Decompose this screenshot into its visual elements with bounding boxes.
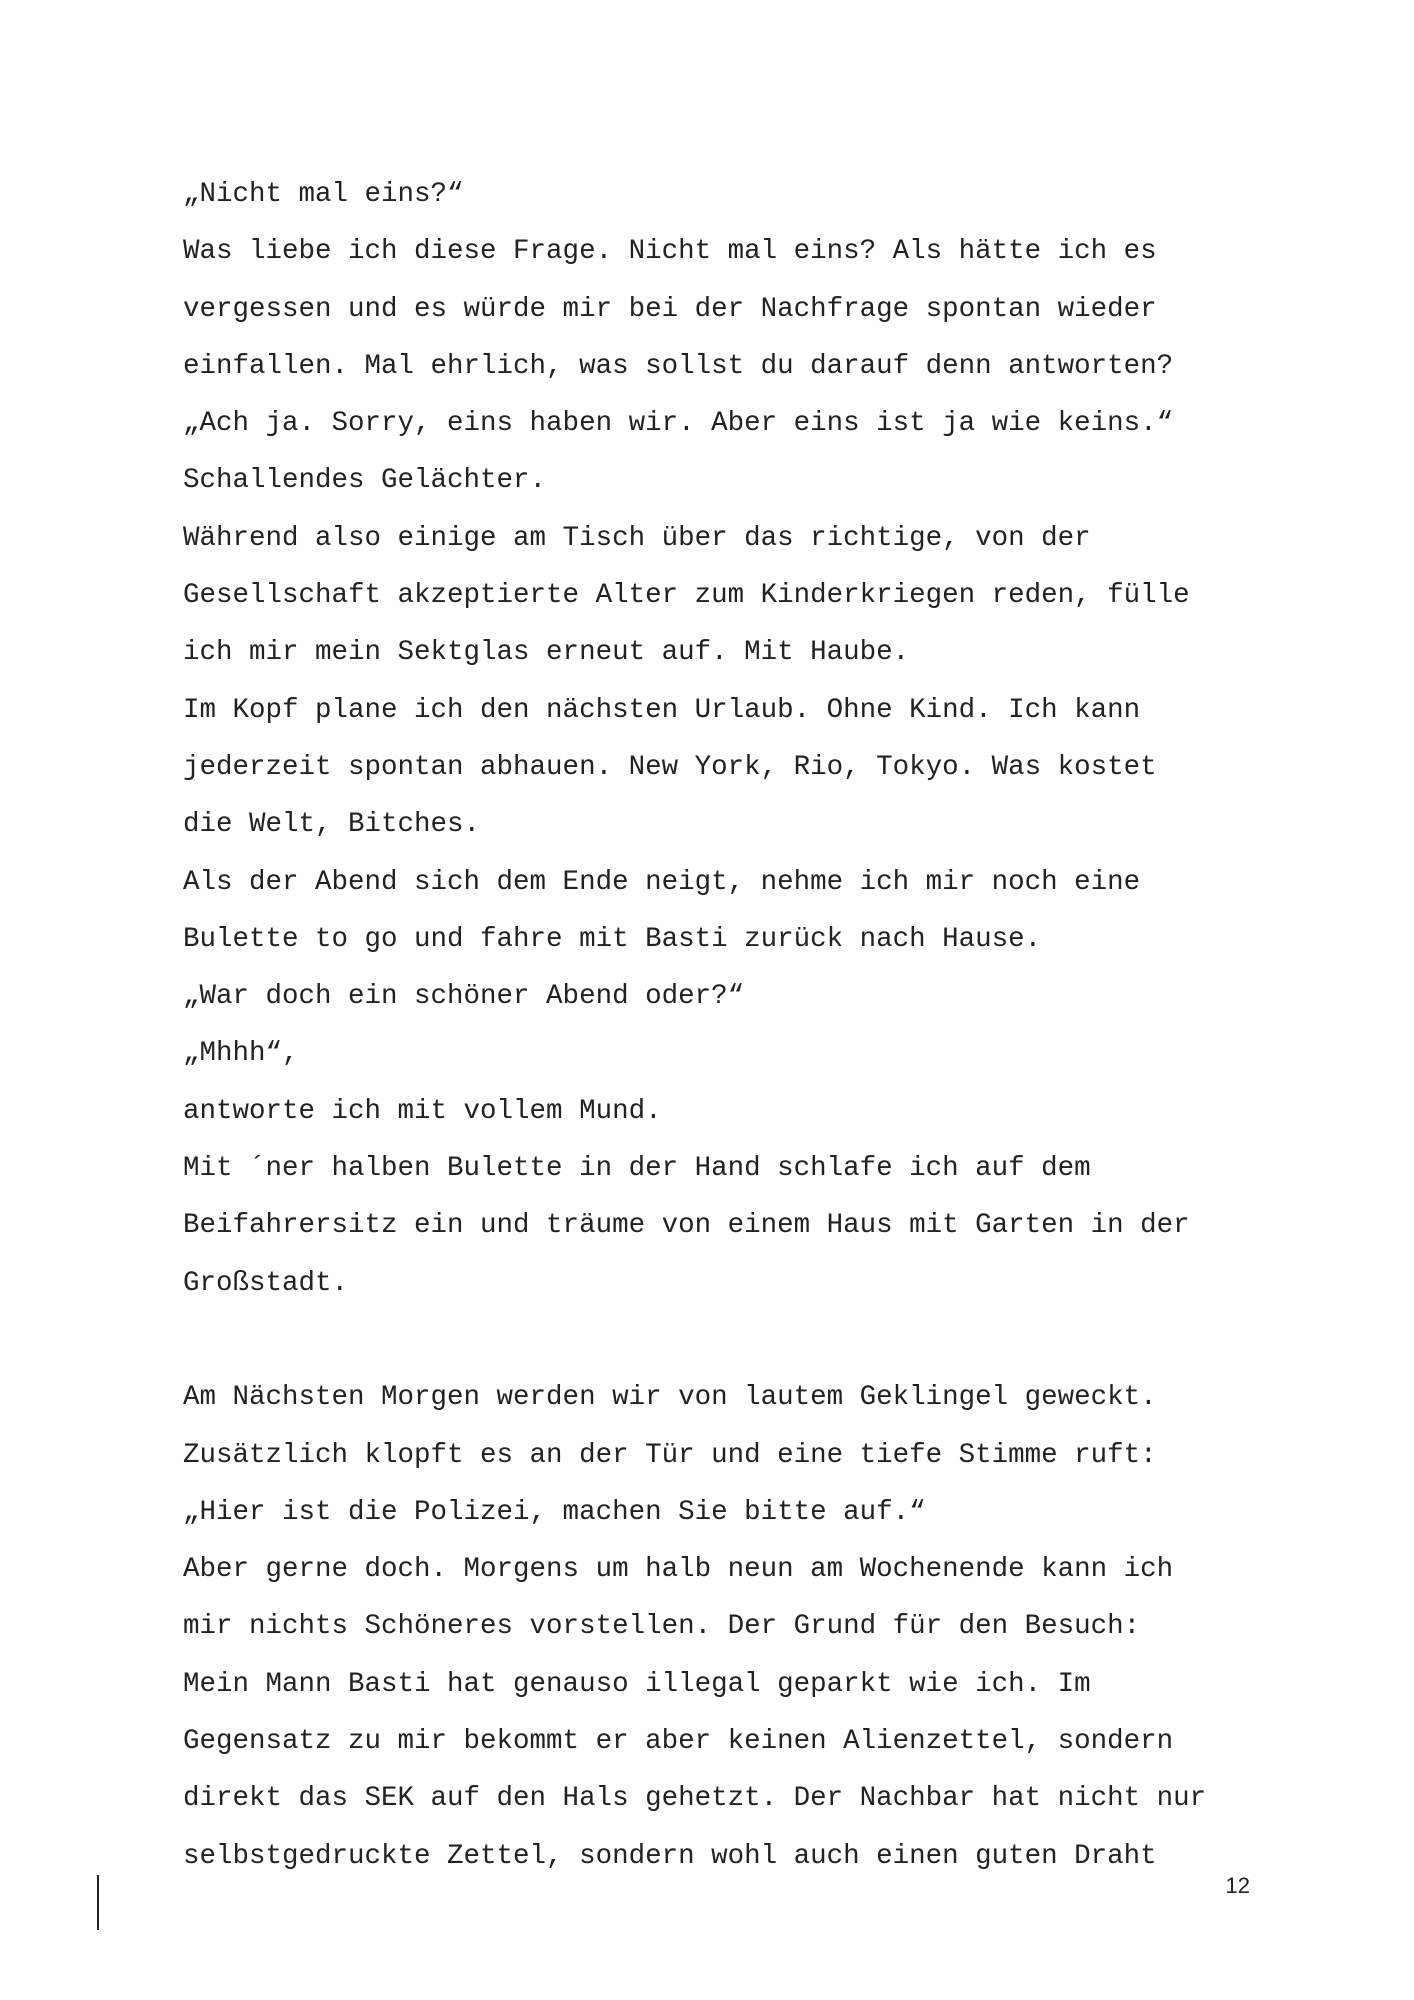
text-line: Als der Abend sich dem Ende neigt, nehme ich mir noch eine — [183, 866, 1141, 898]
text-line: direkt das SEK auf den Hals gehetzt. Der Nachbar hat nicht nur — [183, 1783, 1207, 1815]
text-line: Was liebe ich diese Frage. Nicht mal eins? Als hätte ich es — [183, 236, 1157, 268]
text-line: „Ach ja. Sorry, eins haben wir. Aber eins ist ja wie keins.“ — [183, 408, 1174, 440]
text-line: Bulette to go und fahre mit Basti zurück nach Hause. — [183, 923, 1042, 955]
text-line: selbstgedruckte Zettel, sondern wohl auch einen guten Draht — [183, 1840, 1157, 1872]
text-line: ich mir mein Sektglas erneut auf. Mit Haube. — [183, 637, 910, 669]
text-line: die Welt, Bitches. — [183, 809, 481, 841]
body-text — [183, 166, 1303, 1885]
text-line: Am Nächsten Morgen werden wir von lautem Geklingel geweckt. — [183, 1382, 1157, 1414]
text-line: jederzeit spontan abhauen. New York, Rio, Tokyo. Was kostet — [183, 751, 1157, 783]
text-line: Mein Mann Basti hat genauso illegal geparkt wie ich. Im — [183, 1668, 1091, 1700]
paragraph-1 — [183, 166, 1303, 1312]
text-line: Gesellschaft akzeptierte Alter zum Kinderkriegen reden, fülle — [183, 580, 1190, 612]
text-line: Aber gerne doch. Morgens um halb neun am Wochenende kann ich — [183, 1554, 1174, 1586]
text-line: Mit ´ner halben Bulette in der Hand schlafe ich auf dem — [183, 1153, 1091, 1185]
text-line: „Mhhh“, — [183, 1038, 299, 1070]
text-line: einfallen. Mal ehrlich, was sollst du darauf denn antworten? — [183, 350, 1174, 382]
text-line: Beifahrersitz ein und träume von einem Haus mit Garten in der — [183, 1210, 1190, 1242]
text-line: antworte ich mit vollem Mund. — [183, 1095, 662, 1127]
paragraph-2 — [183, 1369, 1303, 1885]
text-line: „War doch ein schöner Abend oder?“ — [183, 981, 745, 1013]
text-line: Zusätzlich klopft es an der Tür und eine tiefe Stimme ruft: — [183, 1439, 1157, 1471]
margin-rule — [97, 1875, 99, 1930]
text-line: Im Kopf plane ich den nächsten Urlaub. Ohne Kind. Ich kann — [183, 694, 1141, 726]
text-line: „Hier ist die Polizei, machen Sie bitte auf.“ — [183, 1496, 926, 1528]
text-line: Während also einige am Tisch über das richtige, von der — [183, 522, 1091, 554]
text-line: Großstadt. — [183, 1267, 349, 1299]
text-line: mir nichts Schöneres vorstellen. Der Grund für den Besuch: — [183, 1611, 1141, 1643]
text-line: „Nicht mal eins?“ — [183, 179, 464, 210]
text-line: Gegensatz zu mir bekommt er aber keinen Alienzettel, sondern — [183, 1726, 1174, 1758]
text-line: Schallendes Gelächter. — [183, 465, 547, 497]
page-number: 12 — [1225, 1873, 1250, 1898]
paragraph-gap — [183, 1312, 1303, 1369]
text-line: vergessen und es würde mir bei der Nachfrage spontan wieder — [183, 293, 1157, 325]
